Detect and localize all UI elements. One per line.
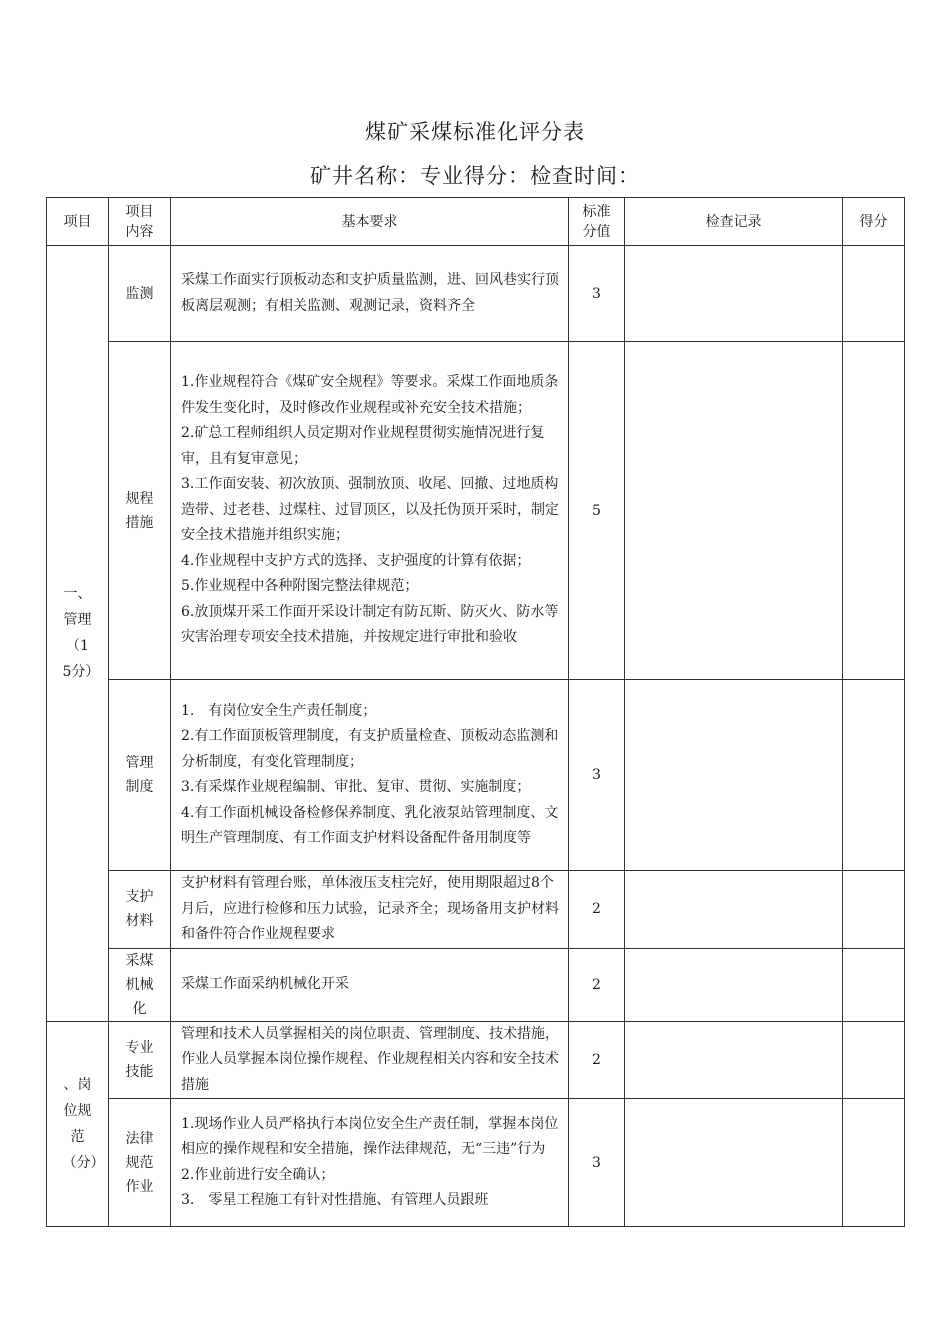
page-title: 煤矿采煤标准化评分表	[365, 120, 585, 144]
requirements-cell	[171, 1099, 569, 1227]
score-cell[interactable]	[843, 1021, 905, 1099]
check-record-cell[interactable]	[625, 871, 843, 949]
standard-score-cell: 2	[569, 948, 625, 1021]
header-score: 得分	[843, 198, 905, 246]
requirement-line: 管理和技术人员掌握相关的岗位职责、管理制度、技术措施，作业人员掌握本岗位操作规程、作业规程相关内容和安全技术措施	[181, 1025, 559, 1093]
requirement-line: 采煤工作面实行顶板动态和支护质量监测，进、回风巷实行顶板离层观测；有相关监测、观测记录，资料齐全	[181, 272, 559, 314]
check-record-cell[interactable]	[625, 948, 843, 1021]
header-requirements: 基本要求	[171, 198, 569, 246]
requirement-line: 1.作业规程符合《煤矿安全规程》等要求。采煤工作面地质条件发生变化时，及时修改作业规程或补充安全技术措施；	[181, 374, 559, 416]
score-cell[interactable]	[843, 246, 905, 342]
table-row	[47, 1099, 905, 1227]
requirement-line: 1. 有岗位安全生产责任制度；	[181, 702, 377, 719]
check-record-cell[interactable]	[625, 1021, 843, 1099]
table-row	[47, 948, 905, 1021]
item-content-cell: 规程措施	[109, 342, 171, 680]
requirement-line: 3.有采煤作业规程编制、审批、复审、贯彻、实施制度；	[181, 779, 531, 795]
header-project: 项目	[47, 198, 109, 246]
header-standard-score: 标准分值	[569, 198, 625, 246]
table-row	[47, 680, 905, 871]
requirements-cell	[171, 948, 569, 1021]
standard-score-cell: 3	[569, 680, 625, 871]
score-cell[interactable]	[843, 342, 905, 680]
header-item-content: 项目内容	[109, 198, 171, 246]
header-row	[47, 198, 905, 246]
requirement-line: 6.放顶煤开采工作面开采设计制定有防瓦斯、防灭火、防水等灾害治理专项安全技术措施，并按规定进行审批和验收	[181, 603, 559, 646]
requirement-line: 2.作业前进行安全确认；	[181, 1166, 335, 1183]
standard-score-cell: 5	[569, 342, 625, 680]
item-content-cell: 法律规范作业	[109, 1099, 171, 1227]
requirement-line: 4.作业规程中支护方式的选择、支护强度的计算有依据；	[181, 552, 531, 569]
table-row	[47, 871, 905, 949]
project-cell: 、岗位规范（分）	[47, 1021, 109, 1227]
requirements-cell	[171, 1021, 569, 1099]
standard-score-cell: 2	[569, 1021, 625, 1099]
check-record-cell[interactable]	[625, 680, 843, 871]
requirement-line: 支护材料有管理台账，单体液压支柱完好，使用期限超过8个月后，应进行检修和压力试验，记录齐全；现场备用支护材料和备件符合作业规程要求	[181, 875, 559, 942]
standard-score-cell: 3	[569, 1099, 625, 1227]
item-content-cell: 管理制度	[109, 680, 171, 871]
requirements-cell	[171, 246, 569, 342]
requirements-cell	[171, 871, 569, 949]
requirements-cell	[171, 680, 569, 871]
check-record-cell[interactable]	[625, 342, 843, 680]
check-record-cell[interactable]	[625, 246, 843, 342]
score-cell[interactable]	[843, 948, 905, 1021]
table-row	[47, 342, 905, 680]
item-content-cell: 支护材料	[109, 871, 171, 949]
score-cell[interactable]	[843, 871, 905, 949]
requirement-line: 5.作业规程中各种附图完整法律规范；	[181, 578, 419, 595]
requirement-line: 采煤工作面采纳机械化开采	[181, 975, 349, 992]
check-record-cell[interactable]	[625, 1099, 843, 1227]
table-row	[47, 1021, 905, 1099]
requirements-cell	[171, 342, 569, 680]
item-content-cell: 监测	[109, 246, 171, 342]
item-content-cell: 采煤机械化	[109, 948, 171, 1021]
score-cell[interactable]	[843, 680, 905, 871]
project-cell: 一、管理（15分）	[47, 246, 109, 1022]
requirement-line: 3.工作面安装、初次放顶、强制放顶、收尾、回撤、过地质构造带、过老巷、过煤柱、过冒顶区，以及托伪顶开采时，制定安全技术措施并组织实施；	[181, 476, 559, 544]
requirement-line: 4.有工作面机械设备检修保养制度、乳化液泵站管理制度、文明生产管理制度、有工作面支护材料设备配件备用制度等	[181, 804, 559, 846]
standard-score-cell: 2	[569, 871, 625, 949]
table-row	[47, 246, 905, 342]
score-table	[46, 197, 905, 1227]
requirement-line: 2.有工作面顶板管理制度，有支护质量检查、顶板动态监测和分析制度，有变化管理制度；	[181, 728, 559, 770]
requirement-line: 3. 零星工程施工有针对性措施、有管理人员跟班	[181, 1192, 489, 1208]
item-content-cell: 专业技能	[109, 1021, 171, 1099]
requirement-line: 1.现场作业人员严格执行本岗位安全生产责任制，掌握本岗位相应的操作规程和安全措施，操作法律规范，无“三违”行为	[181, 1115, 559, 1157]
requirement-line: 2.矿总工程师组织人员定期对作业规程贯彻实施情况进行复审，且有复审意见；	[181, 425, 545, 467]
page-subtitle: 矿井名称：专业得分：检查时间：	[310, 164, 640, 188]
score-cell[interactable]	[843, 1099, 905, 1227]
header-check-record: 检查记录	[625, 198, 843, 246]
standard-score-cell: 3	[569, 246, 625, 342]
